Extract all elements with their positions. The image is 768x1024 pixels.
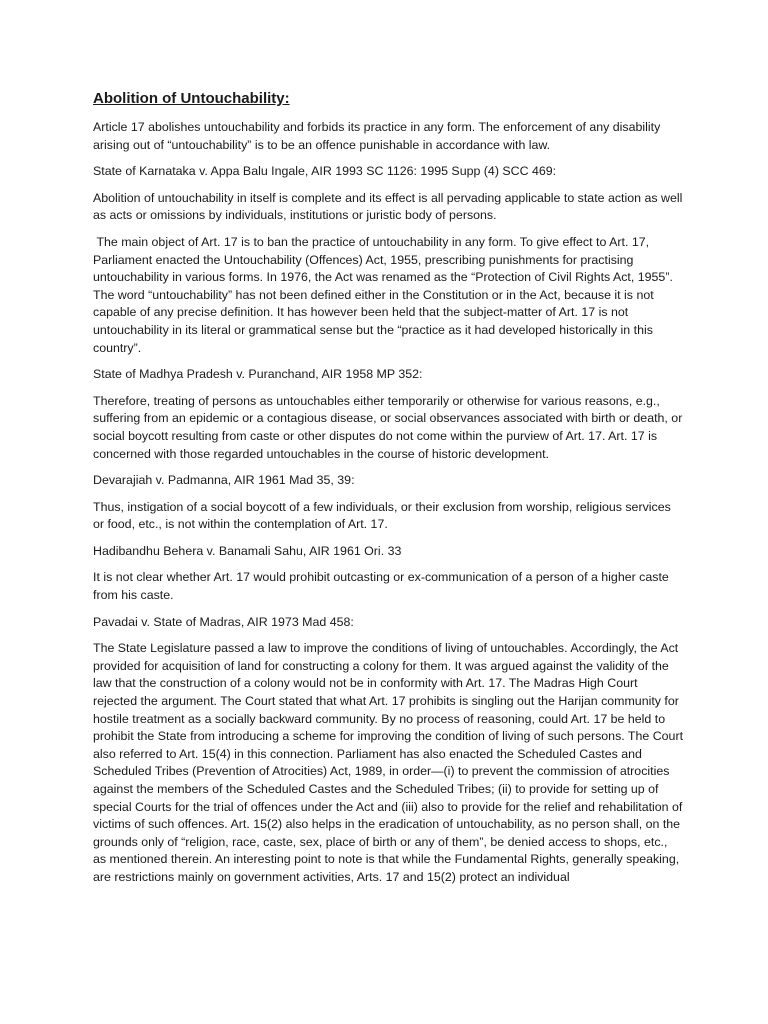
- case-citation-hadibandhu: Hadibandhu Behera v. Banamali Sahu, AIR 1961 Ori. 33: [93, 543, 402, 558]
- paragraph-treating-persons: Therefore, treating of persons as untouchables either temporarily or otherwise for various reasons, e.g., suffering from an epidemic or a contagious disease, or social observances associated with birth or death, or social boycott resulting from caste or other disputes do not come within the purview of Art. 17. Art. 17 is concerned with those regarded untouchables in the course of historic development.: [93, 393, 683, 461]
- paragraph-state-legislature: The State Legislature passed a law to improve the conditions of living of untouchables. Accordingly, the Act provided for acquisition of land for constructing a colony for them. It was argued against the validity of the law that the construction of a colony would not be in conformity with Art. 17. The Madras High Court rejected the argument. The Court stated that what Art. 17 prohibits is singling out the Harijan community for hostile treatment as a socially backward community. By no process of reasoning, could Art. 17 be held to prohibit the State from introducing a scheme for improving the condition of living of such persons. The Court also referred to Art. 15(4) in this connection. Parliament has also enacted the Scheduled Castes and Scheduled Tribes (Prevention of Atrocities) Act, 1989, in order—(i) to prevent the commission of atrocities against the members of the Scheduled Castes and the Scheduled Tribes; (ii) to provide for setting up of special Courts for the trial of offences under the Act and (iii) also to provide for the relief and rehabilitation of victims of such offences. Art. 15(2) also helps in the eradication of untouchability, as no person shall, on the grounds only of “religion, race, caste, sex, place of birth or any of them”, be denied access to shops, etc., as mentioned therein. An interesting point to note is that while the Fundamental Rights, generally speaking, are restrictions mainly on government activities, Arts. 17 and 15(2) protect an individual: [93, 641, 684, 884]
- paragraph-article-17-intro: Article 17 abolishes untouchability and forbids its practice in any form. The enforcement of any disability arising out of “untouchability” is to be an offence punishable in accordance with law.: [93, 120, 661, 152]
- paragraph-abolition-complete: Abolition of untouchability in itself is complete and its effect is all pervading applicable to state action as well as acts or omissions by individuals, institutions or juristic body of persons.: [93, 190, 683, 223]
- paragraph-outcasting: It is not clear whether Art. 17 would prohibit outcasting or ex-communication of a person of a higher caste from his caste.: [93, 570, 669, 603]
- case-citation-madhya-pradesh: State of Madhya Pradesh v. Puranchand, AIR 1958 MP 352:: [93, 367, 423, 382]
- document-title: Abolition of Untouchability:: [93, 90, 290, 107]
- paragraph-social-boycott: Thus, instigation of a social boycott of a few individuals, or their exclusion from worship, religious services or food, etc., is not within the contemplation of Art. 17.: [93, 499, 671, 532]
- document-page: [93, 90, 683, 896]
- case-citation-pavadai: Pavadai v. State of Madras, AIR 1973 Mad 458:: [93, 614, 354, 629]
- case-citation-devarajiah: Devarajiah v. Padmanna, AIR 1961 Mad 35, 39:: [93, 473, 355, 488]
- case-citation-karnataka: State of Karnataka v. Appa Balu Ingale, AIR 1993 SC 1126: 1995 Supp (4) SCC 469:: [93, 164, 557, 179]
- paragraph-main-object: The main object of Art. 17 is to ban the practice of untouchability in any form. To give effect to Art. 17, Parliament enacted the Untouchability (Offences) Act, 1955, prescribing punishments for practising untouchability in various forms. In 1976, the Act was renamed as the “Protection of Civil Rights Act, 1955”. The word “untouchability” has not been defined either in the Constitution or in the Act, because it is not capable of any precise definition. It has however been held that the subject-matter of Art. 17 is not untouchability in its literal or grammatical sense but the “practice as it had developed historically in this country”.: [93, 234, 673, 355]
